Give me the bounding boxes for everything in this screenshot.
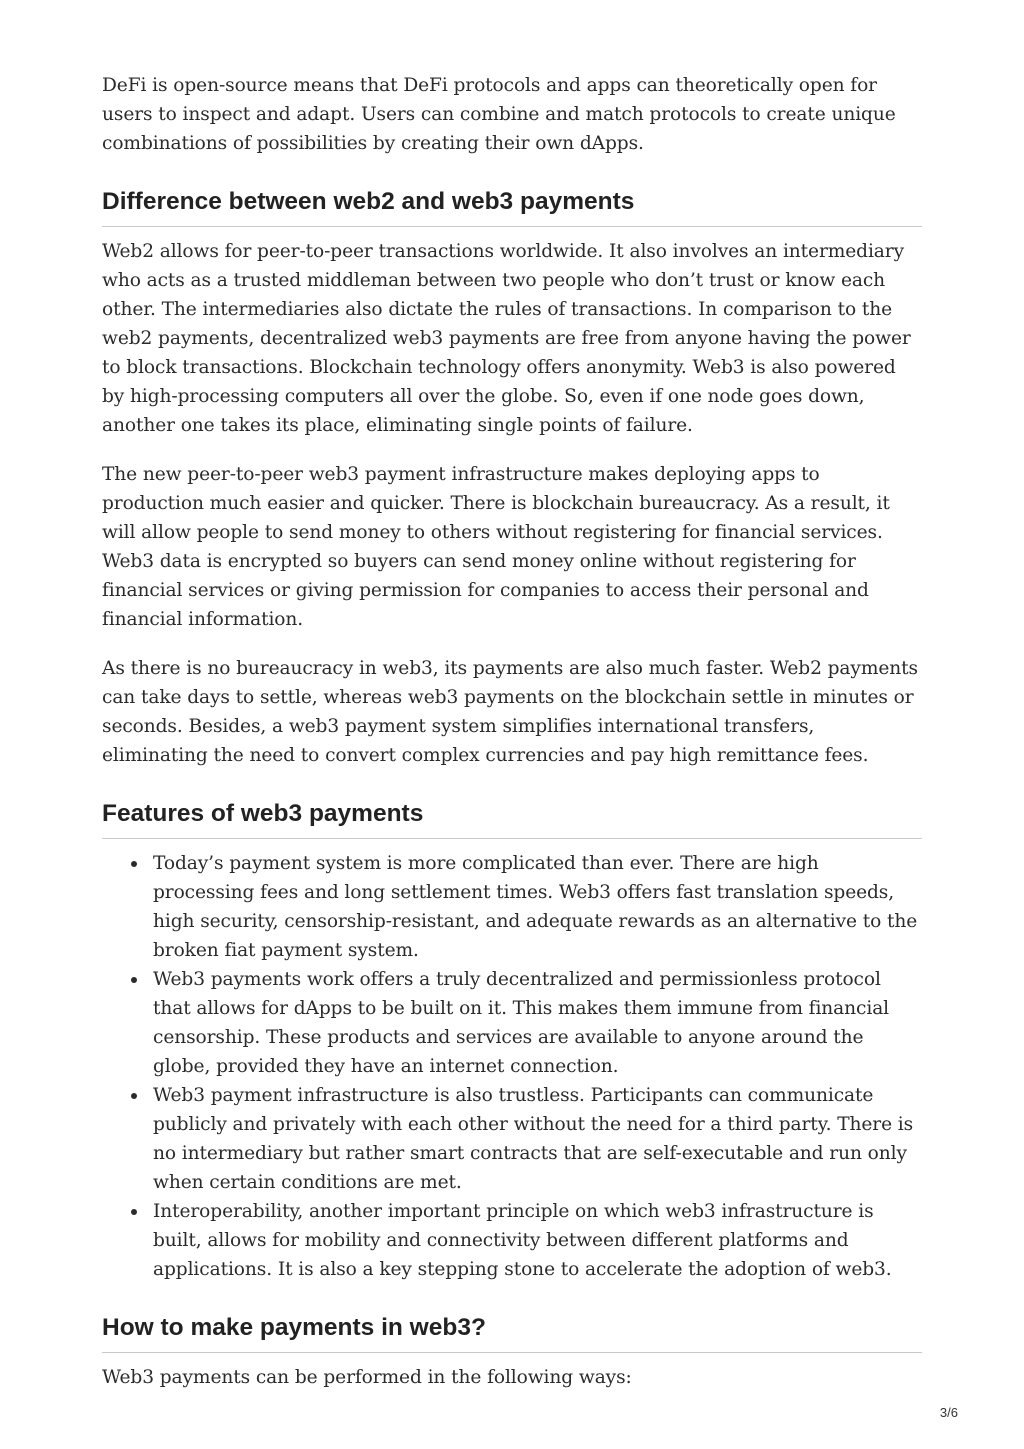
paragraph: The new peer-to-peer web3 payment infrastructure makes deploying apps to production much easier and quicker. There is blockchain bureaucracy. As a result, it will allow people to send money to others without registering for financial services. Web3 data is encrypted so buyers can send money online without registering for financial services or giving permission for companies to access their personal and financial information.	[102, 464, 890, 630]
list-item	[153, 1081, 922, 1197]
intro-paragraph: DeFi is open-source means that DeFi protocols and apps can theoretically open for users to inspect and adapt. Users can combine and match protocols to create unique combinations of possibilities by creating their own dApps.	[102, 75, 896, 154]
paragraph: Web2 allows for peer-to-peer transactions worldwide. It also involves an intermediary who acts as a trusted middleman between two people who don’t trust or know each other. The intermediaries also dictate the rules of transactions. In comparison to the web2 payments, decentralized web3 payments are free from anyone having the power to block transactions. Blockchain technology offers anonymity. Web3 is also powered by high-processing computers all over the globe. So, even if one node goes down, another one takes its place, eliminating single points of failure.	[102, 241, 911, 436]
bullet-icon	[131, 1093, 137, 1099]
paragraph: As there is no bureaucracy in web3, its payments are also much faster. Web2 payments can take days to settle, whereas web3 payments on the blockchain settle in minutes or seconds. Besides, a web3 payment system simplifies international transfers, eliminating the need to convert complex currencies and pay high remittance fees.	[102, 658, 918, 766]
list-item-text: Interoperability, another important principle on which web3 infrastructure is built, allows for mobility and connectivity between different platforms and applications. It is also a key stepping stone to accelerate the adoption of web3.	[153, 1201, 892, 1280]
list-item	[153, 965, 922, 1081]
list-item-text: Today’s payment system is more complicated than ever. There are high processing fees and long settlement times. Web3 offers fast translation speeds, high security, censorship-resistant, and adequate rewards as an alternative to the broken fiat payment system.	[153, 853, 918, 961]
section-heading-features: Features of web3 payments	[102, 798, 922, 839]
bullet-icon	[131, 861, 137, 867]
list-item	[153, 1197, 922, 1284]
list-item	[153, 849, 922, 965]
features-list	[102, 849, 922, 1284]
document-page	[102, 71, 922, 1392]
bullet-icon	[131, 977, 137, 983]
section-heading-how-to-pay: How to make payments in web3?	[102, 1312, 922, 1353]
page-number: 3/6	[939, 1405, 958, 1420]
bullet-icon	[131, 1209, 137, 1215]
list-item-text: Web3 payment infrastructure is also trustless. Participants can communicate publicly and privately with each other without the need for a third party. There is no intermediary but rather smart contracts that are self-executable and run only when certain conditions are met.	[153, 1085, 914, 1193]
list-item-text: Web3 payments work offers a truly decentralized and permissionless protocol that allows for dApps to be built on it. This makes them immune from financial censorship. These products and services are available to anyone around the globe, provided they have an internet connection.	[153, 969, 890, 1077]
section-heading-web2-vs-web3: Difference between web2 and web3 payments	[102, 186, 922, 227]
paragraph: Web3 payments can be performed in the following ways:	[102, 1367, 632, 1388]
